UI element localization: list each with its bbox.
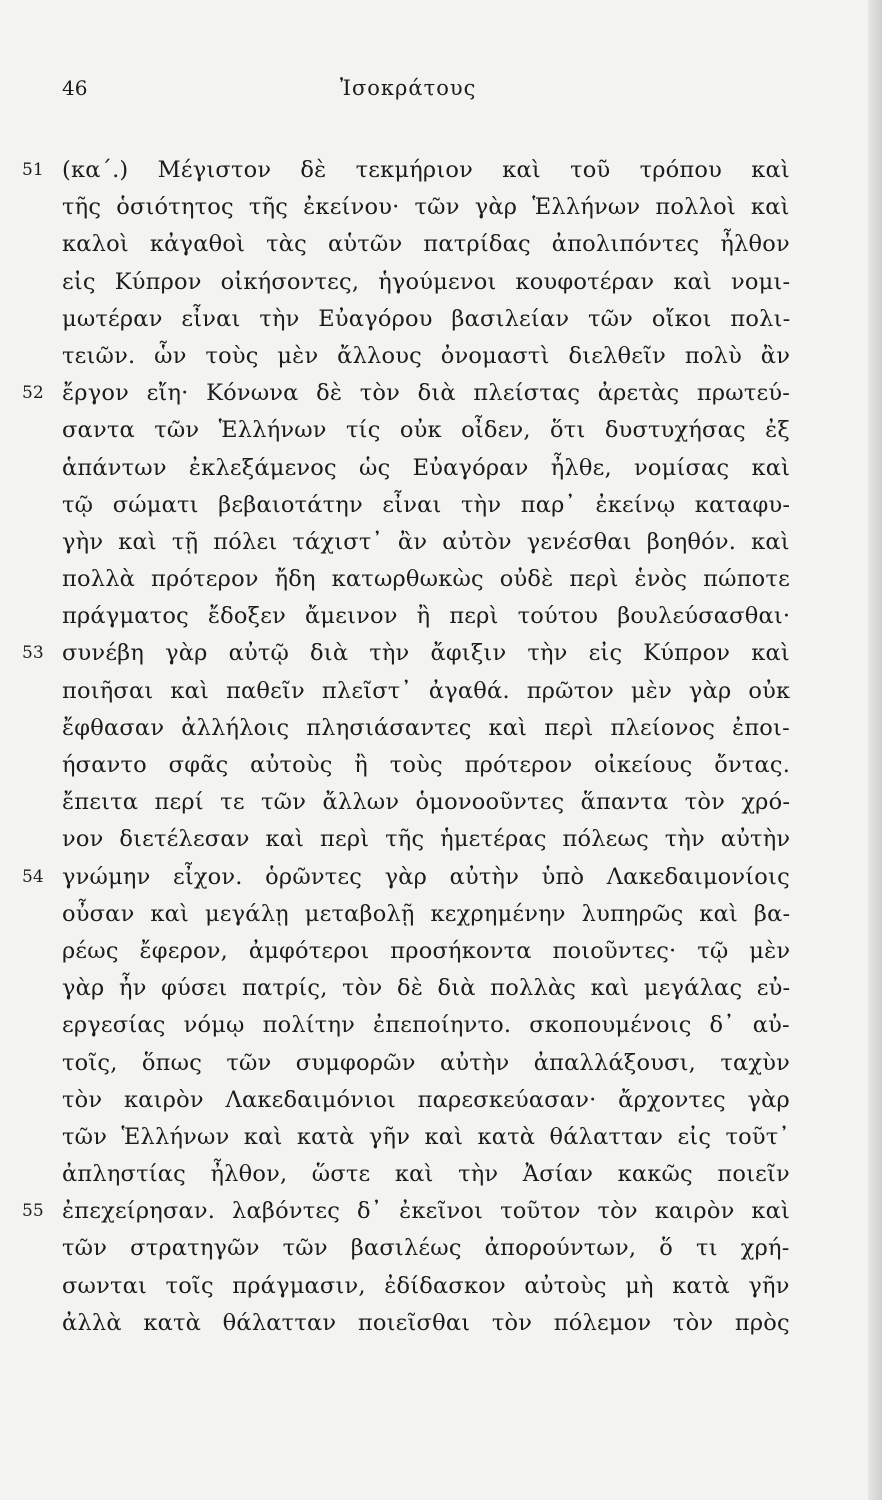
line-text: τῶν στρατηγῶν τῶν βασιλέως ἀπορούντων, ὅ τι χρή-	[62, 1235, 790, 1262]
text-line	[0, 1305, 882, 1342]
line-text: γνώμην εἶχον. ὁρῶντες γὰρ αὐτὴν ὑπὸ Λακεδαιμονίοις	[62, 863, 790, 890]
text-line	[0, 450, 882, 487]
line-text: μωτέραν εἶναι τὴν Εὐαγόρου βασιλείαν τῶν οἴκοι πολι-	[62, 305, 791, 332]
text-line	[0, 412, 882, 449]
text-line	[0, 635, 882, 672]
section-number: 54	[22, 866, 44, 887]
text-line	[0, 784, 882, 821]
text-line	[0, 821, 882, 858]
line-text: ἔφθασαν ἀλλήλοις πλησιάσαντες καὶ περὶ πλείονος ἐποι-	[62, 714, 790, 741]
line-text: τῷ σώματι βεβαιοτάτην εἶναι τὴν παρ᾽ ἐκείνῳ καταφυ-	[62, 491, 791, 518]
text-line	[0, 933, 882, 970]
line-text: ἀλλὰ κατὰ θάλατταν ποιεῖσθαι τὸν πόλεμον τὸν πρὸς	[62, 1309, 790, 1336]
line-text: σωνται τοῖς πράγμασιν, ἐδίδασκον αὐτοὺς μὴ κατὰ γῆν	[62, 1272, 790, 1299]
line-text: γὰρ ἦν φύσει πατρίς, τὸν δὲ διὰ πολλὰς καὶ μεγάλας εὐ-	[62, 975, 791, 1002]
text-line	[0, 1193, 882, 1230]
line-text: εργεσίας νόμῳ πολίτην ἐπεποίηντο. σκοπουμένοις δ᾽ αὐ-	[62, 1012, 790, 1039]
line-text: νον διετέλεσαν καὶ περὶ τῆς ἡμετέρας πόλεως τὴν αὐτὴν	[62, 826, 791, 853]
text-line	[0, 375, 882, 412]
text-line	[0, 189, 882, 226]
line-text: τῆς ὁσιότητος τῆς ἐκείνου· τῶν γὰρ Ἑλλήνων πολλοὶ καὶ	[62, 194, 790, 221]
text-line	[0, 152, 882, 189]
line-text: τὸν καιρὸν Λακεδαιμόνιοι παρεσκεύασαν· ἄρχοντες γὰρ	[62, 1086, 790, 1113]
text-block	[0, 152, 882, 1342]
line-text: ἔργον εἴη· Κόνωνα δὲ τὸν διὰ πλείστας ἀρετὰς πρωτεύ-	[62, 380, 791, 407]
text-line	[0, 226, 882, 263]
text-line	[0, 264, 882, 301]
text-line	[0, 896, 882, 933]
line-text: τειῶν. ὧν τοὺς μὲν ἄλλους ὀνομαστὶ διελθεῖν πολὺ ἂν	[62, 342, 791, 369]
page-edge-shadow	[868, 0, 882, 1500]
line-text: ρέως ἔφερον, ἀμφότεροι προσήκοντα ποιοῦντες· τῷ μὲν	[62, 937, 791, 964]
text-line	[0, 1230, 882, 1267]
running-head: Ἰσοκράτους	[340, 76, 477, 100]
line-text: ποιῆσαι καὶ παθεῖν πλεῖστ᾽ ἀγαθά. πρῶτον μὲν γὰρ οὐκ	[62, 677, 791, 704]
line-text: γὴν καὶ τῇ πόλει τάχιστ᾽ ἂν αὐτὸν γενέσθαι βοηθόν. καὶ	[62, 528, 790, 555]
line-text: ἁπάντων ἐκλεξάμενος ὡς Εὐαγόραν ἦλθε, νομίσας καὶ	[62, 454, 791, 481]
text-line	[0, 1119, 882, 1156]
line-text: συνέβη γὰρ αὐτῷ διὰ τὴν ἄφιξιν τὴν εἰς Κύπρον καὶ	[62, 640, 790, 667]
line-text: τοῖς, ὅπως τῶν συμφορῶν αὐτὴν ἀπαλλάξουσι, ταχὺν	[62, 1049, 790, 1076]
text-line	[0, 747, 882, 784]
text-line	[0, 1156, 882, 1193]
text-line	[0, 301, 882, 338]
text-line	[0, 673, 882, 710]
section-number: 53	[22, 643, 44, 664]
section-number: 55	[22, 1201, 44, 1222]
text-line	[0, 1082, 882, 1119]
line-text: ήσαντο σφᾶς αὐτοὺς ἢ τοὺς πρότερον οἰκείους ὄντας.	[62, 752, 791, 778]
line-text: οὖσαν καὶ μεγάλῃ μεταβολῇ κεχρημένην λυπηρῶς καὶ βα-	[62, 900, 791, 927]
text-line	[0, 859, 882, 896]
section-number: 51	[22, 160, 44, 180]
line-text: πολλὰ πρότερον ἤδη κατωρθωκὼς οὐδὲ περὶ ἑνὸς πώποτε	[62, 566, 790, 593]
line-text: πράγματος ἔδοξεν ἄμεινον ἢ περὶ τούτου βουλεύσασθαι·	[62, 603, 791, 630]
text-line	[0, 1045, 882, 1082]
text-line	[0, 338, 882, 375]
line-text: (κα΄.) Μέγιστον δὲ τεκμήριον καὶ τοῦ τρόπου καὶ	[62, 157, 790, 183]
text-line	[0, 710, 882, 747]
text-line	[0, 1007, 882, 1044]
text-line	[0, 1268, 882, 1305]
line-text: εἰς Κύπρον οἰκήσοντες, ἡγούμενοι κουφοτέραν καὶ νομι-	[62, 268, 791, 295]
text-line	[0, 487, 882, 524]
text-line	[0, 598, 882, 635]
line-text: ἔπειτα περί τε τῶν ἄλλων ὁμονοοῦντες ἅπαντα τὸν χρό-	[62, 789, 791, 816]
text-line	[0, 970, 882, 1007]
line-text: ἀπληστίας ἦλθον, ὥστε καὶ τὴν Ἀσίαν κακῶς ποιεῖν	[62, 1161, 790, 1188]
line-text: ἐπεχείρησαν. λαβόντες δ᾽ ἐκεῖνοι τοῦτον τὸν καιρὸν καὶ	[62, 1198, 791, 1225]
line-text: καλοὶ κἀγαθοὶ τὰς αὑτῶν πατρίδας ἀπολιπόντες ἦλθον	[62, 231, 790, 258]
line-text: σαντα τῶν Ἑλλήνων τίς οὐκ οἶδεν, ὅτι δυστυχήσας ἐξ	[62, 417, 791, 444]
page-number: 46	[62, 76, 88, 100]
section-number: 52	[22, 383, 44, 404]
text-line	[0, 561, 882, 598]
text-line	[0, 524, 882, 561]
line-text: τῶν Ἑλλήνων καὶ κατὰ γῆν καὶ κατὰ θάλατταν εἰς τοῦτ᾽	[62, 1123, 790, 1150]
